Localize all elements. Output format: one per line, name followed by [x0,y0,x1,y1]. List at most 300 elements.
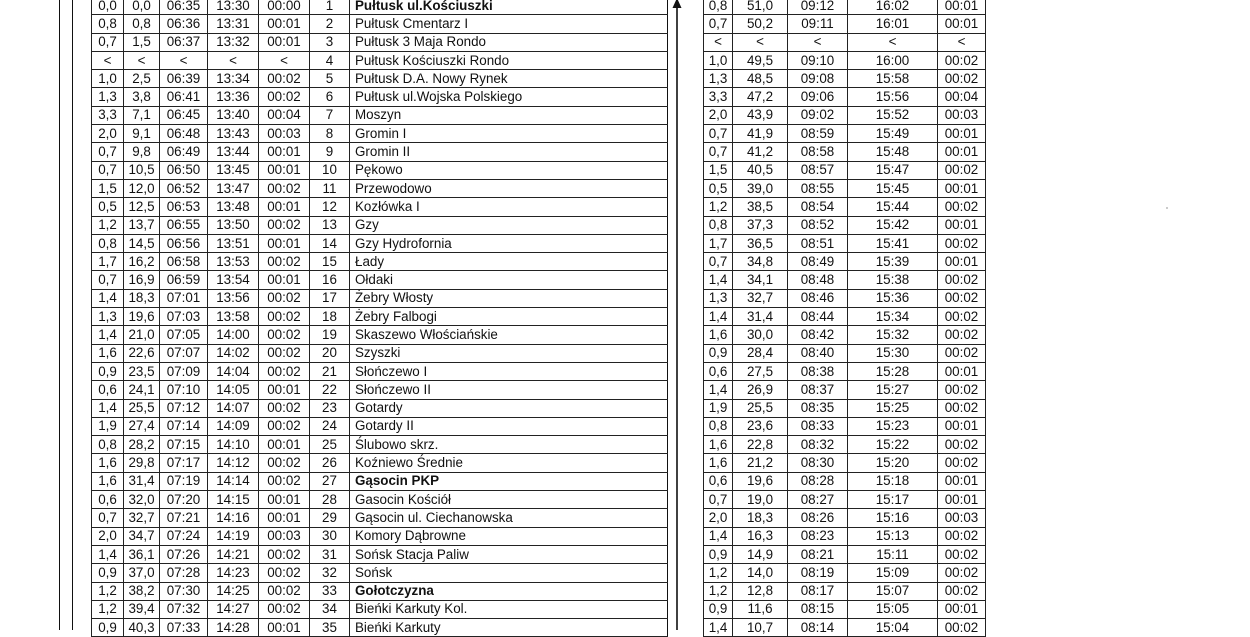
table-row [92,472,668,490]
segment-km: 0,0 [92,0,124,15]
stop-number: 25 [310,436,350,454]
stop-number: 17 [310,289,350,307]
table-row [704,125,986,143]
departure-2: 15:32 [848,326,938,344]
segment-km: 0,5 [92,198,124,216]
travel-time: 00:01 [259,234,310,252]
departure-1: 08:14 [788,619,848,637]
segment-km: 1,5 [92,179,124,197]
segment-km: 1,4 [92,399,124,417]
departure-2: 15:20 [848,454,938,472]
segment-km: 2,0 [92,125,124,143]
table-row [92,70,668,88]
departure-2: 13:32 [208,33,259,51]
total-km: 12,5 [124,198,160,216]
travel-time: 00:03 [259,527,310,545]
departure-1: 09:08 [788,70,848,88]
stop-name: Gąsocin PKP [350,472,668,490]
departure-2: 13:58 [208,308,259,326]
scan-speck [1166,207,1168,209]
total-km: 29,8 [124,454,160,472]
segment-km: 0,9 [704,344,733,362]
total-km: 0,0 [124,0,160,15]
departure-2: < [848,33,938,51]
departure-1: 08:37 [788,381,848,399]
stop-number: 35 [310,619,350,637]
total-km: 49,5 [733,51,788,69]
table-row [704,344,986,362]
direction-arrow-up-icon [670,0,684,630]
table-row [92,436,668,454]
stop-name: Ślubowo skrz. [350,436,668,454]
table-row [704,619,986,637]
stop-number: 31 [310,545,350,563]
departure-2: 16:00 [848,51,938,69]
total-km: 1,5 [124,33,160,51]
segment-km: 1,6 [92,344,124,362]
travel-time: 00:02 [259,417,310,435]
departure-1: 08:58 [788,143,848,161]
travel-time: 00:02 [259,88,310,106]
stop-number: 12 [310,198,350,216]
departure-1: 08:42 [788,326,848,344]
departure-1: 08:26 [788,509,848,527]
departure-2: 15:39 [848,253,938,271]
departure-1: < [788,33,848,51]
departure-2: 15:11 [848,545,938,563]
departure-2: 14:04 [208,362,259,380]
table-row [92,125,668,143]
total-km: 2,5 [124,70,160,88]
departure-1: 08:51 [788,234,848,252]
departure-2: 15:07 [848,582,938,600]
stop-name: Pułtusk ul.Wojska Polskiego [350,88,668,106]
departure-1: 06:53 [160,198,208,216]
travel-time: 00:02 [259,362,310,380]
travel-time: 00:01 [259,198,310,216]
total-km: 25,5 [733,399,788,417]
table-row [92,381,668,399]
departure-2: 15:52 [848,106,938,124]
departure-1: 06:41 [160,88,208,106]
table-row [92,161,668,179]
travel-time: 00:02 [938,198,986,216]
frame-line-inner [72,0,73,630]
total-km: 37,3 [733,216,788,234]
departure-2: 14:15 [208,491,259,509]
table-row [704,582,986,600]
departure-2: 14:14 [208,472,259,490]
table-row [704,381,986,399]
departure-2: 13:31 [208,15,259,33]
stop-number: 18 [310,308,350,326]
stop-number: 13 [310,216,350,234]
departure-2: 13:51 [208,234,259,252]
total-km: 30,0 [733,326,788,344]
table-row [704,253,986,271]
stop-number: 5 [310,70,350,88]
stop-name: Słończewo I [350,362,668,380]
table-row [704,179,986,197]
total-km: 32,7 [733,289,788,307]
departure-1: 07:32 [160,600,208,618]
departure-2: 13:54 [208,271,259,289]
total-km: 36,1 [124,545,160,563]
departure-1: 07:20 [160,491,208,509]
table-row [92,564,668,582]
segment-km: 0,7 [92,143,124,161]
segment-km: 1,4 [704,619,733,637]
total-km: 19,0 [733,491,788,509]
travel-time: 00:03 [938,106,986,124]
travel-time: 00:01 [938,417,986,435]
total-km: 25,5 [124,399,160,417]
travel-time: 00:02 [259,600,310,618]
departure-2: 15:13 [848,527,938,545]
departure-2: 14:02 [208,344,259,362]
departure-1: 08:21 [788,545,848,563]
travel-time: 00:01 [259,271,310,289]
segment-km: 0,9 [92,362,124,380]
departure-2: 16:01 [848,15,938,33]
table-row [704,15,986,33]
travel-time: 00:01 [938,0,986,15]
stop-number: 9 [310,143,350,161]
table-row [704,161,986,179]
travel-time: 00:01 [938,216,986,234]
departure-2: 15:34 [848,308,938,326]
stop-name: Gotardy II [350,417,668,435]
travel-time: 00:02 [259,308,310,326]
stop-number: 20 [310,344,350,362]
departure-1: 06:45 [160,106,208,124]
table-row [704,106,986,124]
total-km: < [124,51,160,69]
total-km: 13,7 [124,216,160,234]
travel-time: 00:02 [938,51,986,69]
table-row [92,417,668,435]
table-row [704,33,986,51]
total-km: 39,4 [124,600,160,618]
segment-km: 0,7 [704,143,733,161]
total-km: 34,1 [733,271,788,289]
travel-time: 00:01 [259,143,310,161]
segment-km: < [704,33,733,51]
total-km: 16,2 [124,253,160,271]
departure-2: 13:47 [208,179,259,197]
stop-number: 11 [310,179,350,197]
table-row [704,326,986,344]
table-row [92,308,668,326]
stop-name: Gromin II [350,143,668,161]
travel-time: 00:01 [259,381,310,399]
departure-1: 08:38 [788,362,848,380]
table-row [92,289,668,307]
table-row [704,216,986,234]
departure-1: 08:59 [788,125,848,143]
departure-1: 08:19 [788,564,848,582]
departure-2: 14:23 [208,564,259,582]
total-km: 38,2 [124,582,160,600]
departure-2: 13:34 [208,70,259,88]
departure-2: 14:19 [208,527,259,545]
segment-km: 0,5 [704,179,733,197]
stop-number: 10 [310,161,350,179]
travel-time: 00:01 [938,253,986,271]
travel-time: 00:02 [938,271,986,289]
segment-km: 1,3 [92,308,124,326]
departure-2: 15:22 [848,436,938,454]
table-row [704,564,986,582]
departure-2: 15:18 [848,472,938,490]
stop-number: 23 [310,399,350,417]
stop-number: 29 [310,509,350,527]
departure-2: 15:47 [848,161,938,179]
table-row [92,88,668,106]
segment-km: 0,8 [92,436,124,454]
segment-km: 1,0 [92,70,124,88]
segment-km: 0,6 [92,381,124,399]
table-row [92,326,668,344]
segment-km: 0,9 [704,545,733,563]
segment-km: 0,7 [92,509,124,527]
departure-2: 15:28 [848,362,938,380]
travel-time: 00:03 [259,125,310,143]
total-km: 7,1 [124,106,160,124]
total-km: 22,6 [124,344,160,362]
stop-name: Kozłówka I [350,198,668,216]
departure-1: 08:49 [788,253,848,271]
segment-km: 1,2 [704,198,733,216]
stop-number: 28 [310,491,350,509]
stop-name: Łady [350,253,668,271]
travel-time: 00:01 [259,619,310,637]
travel-time: 00:02 [938,582,986,600]
segment-km: 0,8 [92,234,124,252]
total-km: 21,0 [124,326,160,344]
departure-1: 07:21 [160,509,208,527]
total-km: 19,6 [733,472,788,490]
departure-1: 07:30 [160,582,208,600]
table-row [704,417,986,435]
departure-1: 07:09 [160,362,208,380]
departure-1: 06:36 [160,15,208,33]
departure-2: 14:25 [208,582,259,600]
total-km: 31,4 [733,308,788,326]
total-km: 50,2 [733,15,788,33]
departure-2: 15:17 [848,491,938,509]
total-km: 22,8 [733,436,788,454]
departure-1: 06:59 [160,271,208,289]
travel-time: 00:02 [259,344,310,362]
travel-time: 00:04 [938,88,986,106]
table-row [704,271,986,289]
segment-km: 1,4 [92,289,124,307]
travel-time: 00:02 [259,289,310,307]
total-km: 14,0 [733,564,788,582]
total-km: 37,0 [124,564,160,582]
table-row [92,619,668,637]
segment-km: 0,8 [704,0,733,15]
segment-km: 1,4 [704,271,733,289]
table-row [92,15,668,33]
stop-name: Sońsk Stacja Paliw [350,545,668,563]
table-row [92,271,668,289]
table-row [92,216,668,234]
segment-km: 0,8 [704,417,733,435]
table-row [92,600,668,618]
stop-number: 32 [310,564,350,582]
travel-time: 00:02 [938,399,986,417]
total-km: 16,9 [124,271,160,289]
total-km: 48,5 [733,70,788,88]
total-km: 41,9 [733,125,788,143]
travel-time: 00:02 [938,454,986,472]
total-km: 9,1 [124,125,160,143]
travel-time: 00:02 [938,161,986,179]
departure-1: 07:01 [160,289,208,307]
table-row [92,527,668,545]
departure-2: 13:40 [208,106,259,124]
stop-number: 33 [310,582,350,600]
stop-number: 22 [310,381,350,399]
stop-name: Ołdaki [350,271,668,289]
departure-2: 14:10 [208,436,259,454]
travel-time: 00:02 [938,234,986,252]
travel-time: 00:01 [259,491,310,509]
departure-1: 07:14 [160,417,208,435]
departure-2: 15:27 [848,381,938,399]
table-row [92,491,668,509]
total-km: 36,5 [733,234,788,252]
segment-km: 0,7 [92,271,124,289]
table-row [92,198,668,216]
segment-km: 1,3 [92,88,124,106]
total-km: 23,5 [124,362,160,380]
total-km: 32,7 [124,509,160,527]
departure-2: 15:58 [848,70,938,88]
segment-km: 1,2 [704,582,733,600]
departure-1: 07:19 [160,472,208,490]
stop-name: Gzy Hydrofornia [350,234,668,252]
stop-name: Pułtusk D.A. Nowy Rynek [350,70,668,88]
departure-2: 15:42 [848,216,938,234]
table-row [704,472,986,490]
travel-time: 00:01 [938,600,986,618]
travel-time: 00:01 [938,491,986,509]
travel-time: 00:03 [938,509,986,527]
stop-name: Pułtusk 3 Maja Rondo [350,33,668,51]
travel-time: 00:02 [938,70,986,88]
travel-time: 00:02 [938,326,986,344]
total-km: 12,8 [733,582,788,600]
departure-1: 06:58 [160,253,208,271]
stop-number: 15 [310,253,350,271]
travel-time: 00:00 [259,0,310,15]
stop-number: 30 [310,527,350,545]
departure-1: 06:48 [160,125,208,143]
segment-km: 1,5 [704,161,733,179]
table-row [92,509,668,527]
stop-number: 6 [310,88,350,106]
total-km: 18,3 [733,509,788,527]
stop-name: Gotardy [350,399,668,417]
segment-km: 0,7 [704,253,733,271]
segment-km: 0,7 [704,125,733,143]
departure-1: 07:10 [160,381,208,399]
total-km: 40,3 [124,619,160,637]
departure-1: 08:52 [788,216,848,234]
table-row [704,509,986,527]
segment-km: 1,6 [704,454,733,472]
stop-number: 8 [310,125,350,143]
departure-1: 06:37 [160,33,208,51]
departure-1: 08:48 [788,271,848,289]
departure-2: 14:07 [208,399,259,417]
departure-2: 14:05 [208,381,259,399]
departure-1: 08:32 [788,436,848,454]
segment-km: 1,3 [704,70,733,88]
table-row [92,344,668,362]
table-row [704,143,986,161]
stop-name: Żebry Włosty [350,289,668,307]
stop-name: Bieńki Karkuty Kol. [350,600,668,618]
total-km: 14,5 [124,234,160,252]
stop-name: Koźniewo Średnie [350,454,668,472]
total-km: 43,9 [733,106,788,124]
travel-time: 00:01 [259,509,310,527]
departure-1: 06:49 [160,143,208,161]
departure-1: 09:06 [788,88,848,106]
segment-km: 0,8 [92,15,124,33]
stop-name: Skaszewo Włościańskie [350,326,668,344]
stop-number: 14 [310,234,350,252]
departure-2: 13:50 [208,216,259,234]
travel-time: 00:02 [259,545,310,563]
table-row [704,289,986,307]
stop-number: 19 [310,326,350,344]
segment-km: 0,6 [92,491,124,509]
departure-2: 15:44 [848,198,938,216]
total-km: 19,6 [124,308,160,326]
travel-time: 00:02 [259,326,310,344]
departure-1: 06:35 [160,0,208,15]
stop-name: Przewodowo [350,179,668,197]
table-row [704,0,986,15]
total-km: 3,8 [124,88,160,106]
table-row [704,362,986,380]
departure-1: 07:17 [160,454,208,472]
segment-km: 0,8 [704,216,733,234]
table-row [92,33,668,51]
departure-1: 09:11 [788,15,848,33]
departure-1: 07:24 [160,527,208,545]
segment-km: 1,2 [92,216,124,234]
table-row [704,308,986,326]
table-row [704,51,986,69]
travel-time: 00:02 [938,344,986,362]
segment-km: 1,4 [92,545,124,563]
departure-1: 09:10 [788,51,848,69]
departure-2: 15:05 [848,600,938,618]
stop-name: Gzy [350,216,668,234]
travel-time: 00:02 [259,472,310,490]
travel-time: 00:01 [938,15,986,33]
departure-2: 15:23 [848,417,938,435]
segment-km: 1,6 [92,454,124,472]
travel-time: 00:02 [259,216,310,234]
table-row [92,0,668,15]
